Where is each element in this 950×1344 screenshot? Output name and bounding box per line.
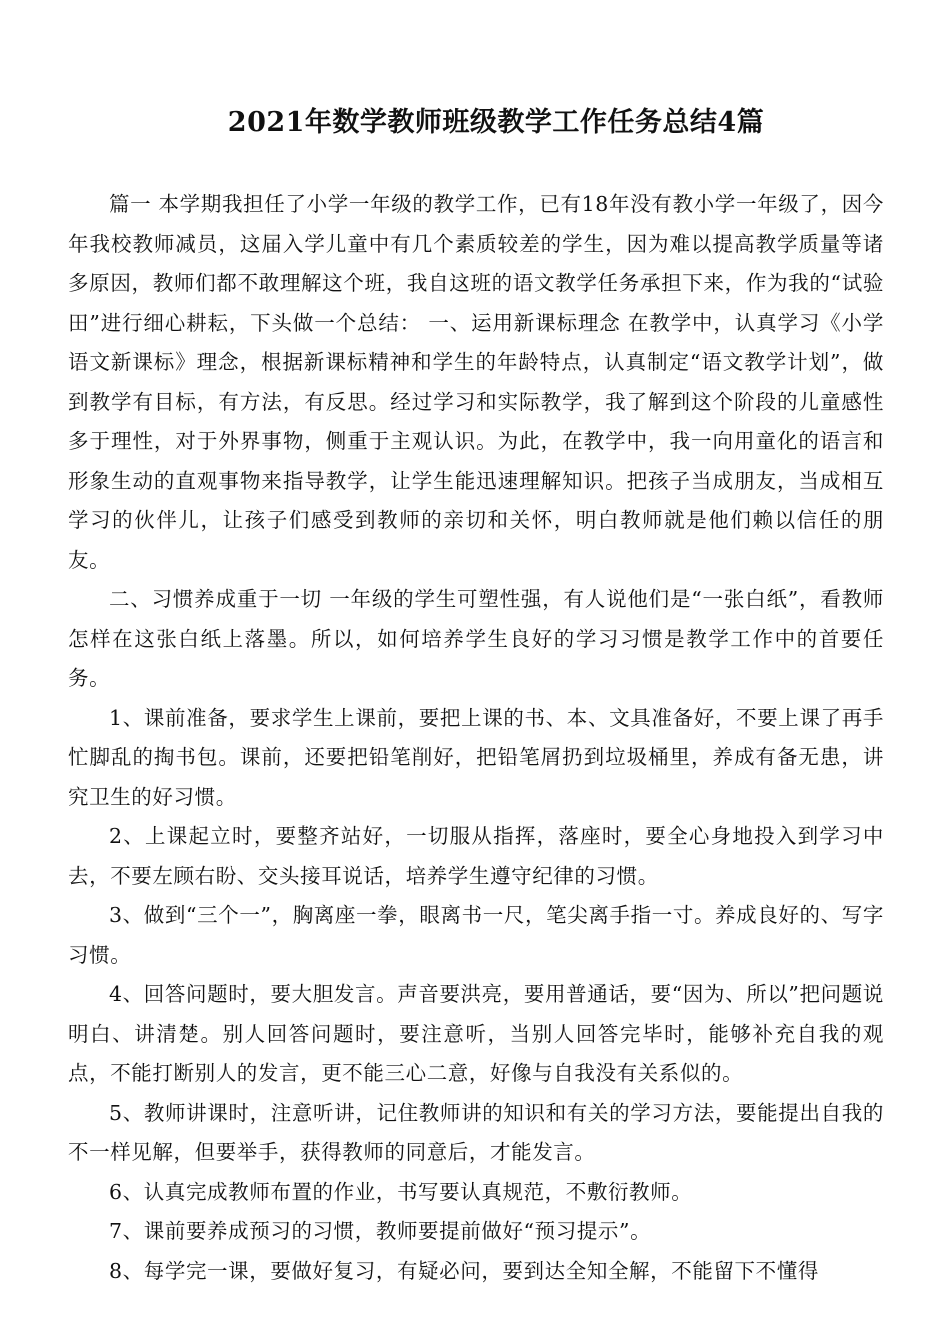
paragraph: 篇一 本学期我担任了小学一年级的教学工作，已有18年没有教小学一年级了，因今年我校教师减员，这届入学儿童中有几个素质较差的学生，因为难以提高教学质量等诸多原因，教师们都不敢理解这个班，我自这班的语文教学任务承担下来，作为我的“试验田”进行细心耕耘，下头做一个总结： 一、运用新课标理念 在教学中，认真学习《小学语文新课标》理念，根据新课标精神和学生的年龄特点，认真制定“语文教学计划”，做到教学有目标，有方法，有反思。经过学习和实际教学，我了解到这个阶段的儿童感性多于理性，对于外界事物，侧重于主观认识。为此，在教学中，我一向用童化的语言和形象生动的直观事物来指导教学，让学生能迅速理解知识。把孩子当成朋友，当成相互学习的伙伴儿，让孩子们感受到教师的亲切和关怀，明白教师就是他们赖以信任的朋友。 xyxy=(68,192,884,572)
paragraph: 二、习惯养成重于一切 一年级的学生可塑性强，有人说他们是“一张白纸”，看教师怎样在这张白纸上落墨。所以，如何培养学生良好的学习习惯是教学工作中的首要任务。 xyxy=(68,587,884,690)
paragraph: 6、认真完成教师布置的作业，书写要认真规范，不敷衍教师。 xyxy=(109,1179,693,1204)
paragraph: 5、教师讲课时，注意听讲，记住教师讲的知识和有关的学习方法，要能提出自我的不一样见解，但要举手，获得教师的同意后，才能发言。 xyxy=(68,1100,884,1164)
paragraph: 8、每学完一课，要做好复习，有疑必问，要到达全知全解，不能留下不懂得 xyxy=(109,1258,819,1283)
paragraph: 1、课前准备，要求学生上课前，要把上课的书、本、文具准备好，不要上课了再手忙脚乱的掏书包。课前，还要把铅笔削好，把铅笔屑扔到垃圾桶里，养成有备无患，讲究卫生的好习惯。 xyxy=(68,705,884,809)
paragraph: 4、回答问题时，要大胆发言。声音要洪亮，要用普通话，要“因为、所以”把问题说明白、讲清楚。别人回答问题时，要注意听，当别人回答完毕时，能够补充自我的观点，不能打断别人的发言，更不能三心二意，好像与自我没有关系似的。 xyxy=(68,982,884,1085)
document-body xyxy=(68,185,884,1291)
paragraph: 3、做到“三个一”，胸离座一拳，眼离书一尺，笔尖离手指一寸。养成良好的、写字习惯。 xyxy=(68,903,884,967)
paragraph: 2、上课起立时，要整齐站好，一切服从指挥，落座时，要全心身地投入到学习中去，不要左顾右盼、交头接耳说话，培养学生遵守纪律的习惯。 xyxy=(68,824,884,888)
paragraph: 7、课前要养成预习的习惯，教师要提前做好“预习提示”。 xyxy=(109,1219,652,1243)
document-title: 2021年数学教师班级教学工作任务总结4篇 xyxy=(227,107,765,138)
